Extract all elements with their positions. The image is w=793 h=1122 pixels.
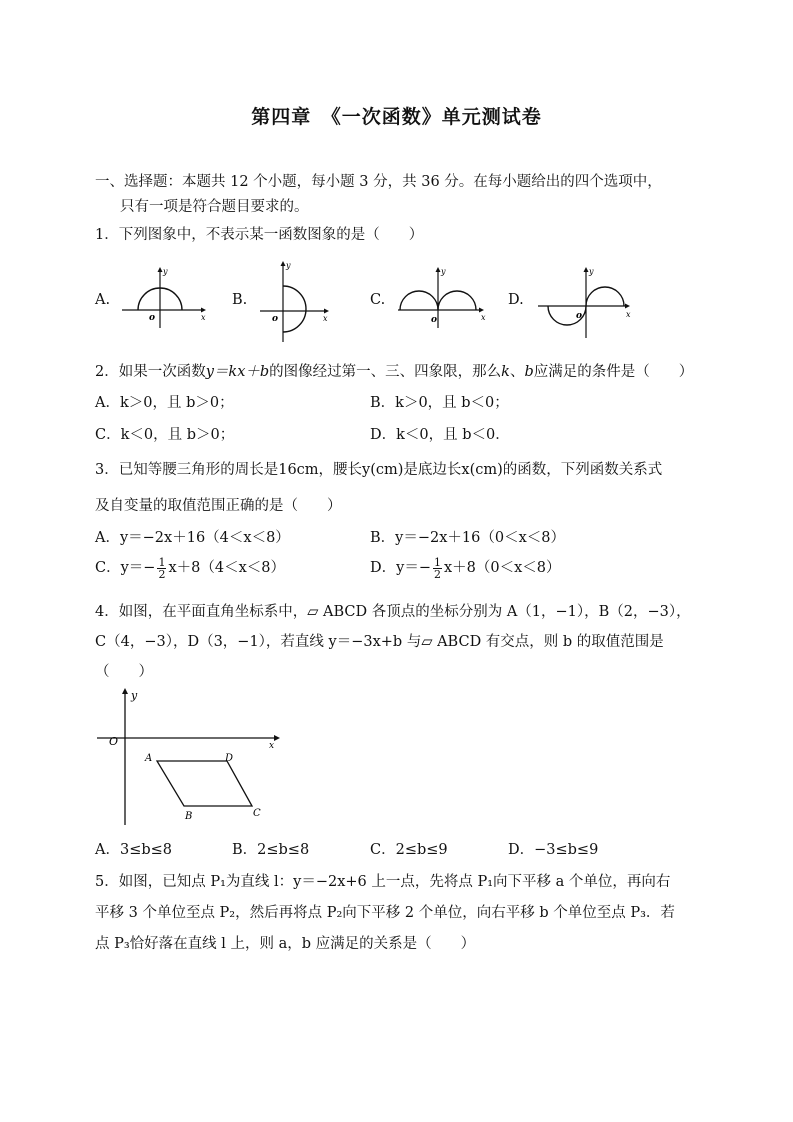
q2-k: k <box>501 364 510 380</box>
q2-option-b: B．k＞0，且 b＜0； <box>370 395 509 411</box>
q1b-x-label: x <box>323 314 328 323</box>
page-title: 第四章 《一次函数》单元测试卷 <box>251 106 542 128</box>
q1-graph-d <box>536 262 638 342</box>
section-instruction-line1: 一、选择题：本题共 12 个小题，每小题 3 分，共 36 分。在每小题给出的四个选项中， <box>95 174 662 190</box>
parallelogram-abcd <box>157 761 252 806</box>
q1-stem: 1．下列图象中，不表示某一函数图象的是（ ） <box>95 227 424 243</box>
q1-graph-a <box>118 262 213 330</box>
q1b-y-label: y <box>286 261 291 270</box>
q4-vertex-b: B <box>185 811 193 822</box>
q2-stem-end: 应满足的条件是（ ） <box>533 364 694 380</box>
q4-x-label: x <box>269 741 275 751</box>
q3d-pre: D．y＝− <box>370 560 431 576</box>
q2-b: b <box>524 364 534 380</box>
q5-stem-line2: 平移 3 个单位至点 P₂，然后再将点 P₂向下平移 2 个单位，向右平移 b 个单位至点 P₃．若 <box>95 905 675 921</box>
q1-graph-b <box>255 258 335 344</box>
section-instruction-line2: 只有一项是符合题目要求的。 <box>120 199 309 215</box>
q4-stem-line1: 4．如图，在平面直角坐标系中，▱ ABCD 各顶点的坐标分别为 A（1，−1），B（2，−3）， <box>95 604 691 620</box>
q4-vertex-c: C <box>253 808 261 819</box>
q1a-origin-label: o <box>149 313 156 323</box>
q3c-den: 2 <box>158 567 166 581</box>
q3-stem-line2: 及自变量的取值范围正确的是（ ） <box>95 498 342 514</box>
q3d-den: 2 <box>433 567 441 581</box>
q3c-num: 1 <box>158 555 166 569</box>
q3-option-a: A．y＝−2x＋16（4＜x＜8） <box>95 530 290 546</box>
q1b-origin-label: o <box>272 314 279 324</box>
q4-stem-line3: （ ） <box>95 664 153 680</box>
q3d-post: x＋8（0＜x＜8） <box>443 560 561 576</box>
q4-option-d: D．−3≤b≤9 <box>508 842 599 858</box>
q4-option-b: B．2≤b≤8 <box>232 842 310 858</box>
q1c-origin-label: o <box>431 315 438 325</box>
q4-vertex-d: D <box>225 753 234 764</box>
q1d-origin-label: o <box>576 311 583 321</box>
q3d-num: 1 <box>433 555 441 569</box>
q2-option-a: A．k＞0，且 b＞0； <box>95 395 234 411</box>
q4-stem-line2: C（4，−3），D（3，−1），若直线 y＝−3x+b 与▱ ABCD 有交点，则 b 的取值范围是 <box>95 634 664 650</box>
q1c-x-label: x <box>481 313 486 322</box>
q3-stem-line1: 3．已知等腰三角形的周长是16cm，腰长y(cm)是底边长x(cm)的函数，下列函数关系式 <box>95 462 663 478</box>
q5-stem-line3: 点 P₃恰好落在直线 l 上，则 a，b 应满足的关系是（ ） <box>95 936 476 952</box>
q2-option-c: C．k＜0，且 b＞0； <box>95 427 235 443</box>
q3-option-c <box>95 556 285 580</box>
q1-option-a-label: A. <box>95 292 111 308</box>
q2-stem-pre: 2．如果一次函数 <box>95 364 206 380</box>
q2-option-d: D．k＜0，且 b＜0． <box>370 427 510 443</box>
q2-sep: 、 <box>509 364 525 380</box>
q3c-post: x＋8（4＜x＜8） <box>168 560 285 576</box>
q1d-x-label: x <box>626 310 631 319</box>
q2-stem <box>95 360 693 381</box>
q1-option-d-label: D. <box>508 292 524 308</box>
q1-graph-c <box>394 262 492 330</box>
q3-option-b: B．y＝−2x＋16（0＜x＜8） <box>370 530 565 546</box>
q3-option-d <box>370 556 561 580</box>
q1c-y-label: y <box>441 267 446 276</box>
q4-origin-label: O <box>109 735 119 748</box>
q4-y-label: y <box>131 689 138 702</box>
q3d-fraction <box>433 557 442 580</box>
q1a-y-label: y <box>163 267 168 276</box>
q4-option-c: C．2≤b≤9 <box>370 842 448 858</box>
q4-vertex-a: A <box>145 753 153 764</box>
q4-option-a: A．3≤b≤8 <box>95 842 173 858</box>
q1d-y-label: y <box>589 267 594 276</box>
q5-stem-line1: 5．如图，已知点 P₁为直线 l：y＝−2x+6 上一点，先将点 P₁向下平移 a 个单位，再向右 <box>95 874 671 890</box>
q1-option-b-label: B. <box>232 292 248 308</box>
q4-figure <box>95 685 290 830</box>
q3c-fraction <box>157 557 166 580</box>
q1-option-c-label: C. <box>370 292 386 308</box>
q3c-pre: C．y＝− <box>95 560 156 576</box>
q2-function-expr: y＝kx＋b <box>205 364 270 380</box>
q2-stem-mid: 的图像经过第一、三、四象限，那么 <box>269 364 502 380</box>
q1a-x-label: x <box>201 313 206 322</box>
